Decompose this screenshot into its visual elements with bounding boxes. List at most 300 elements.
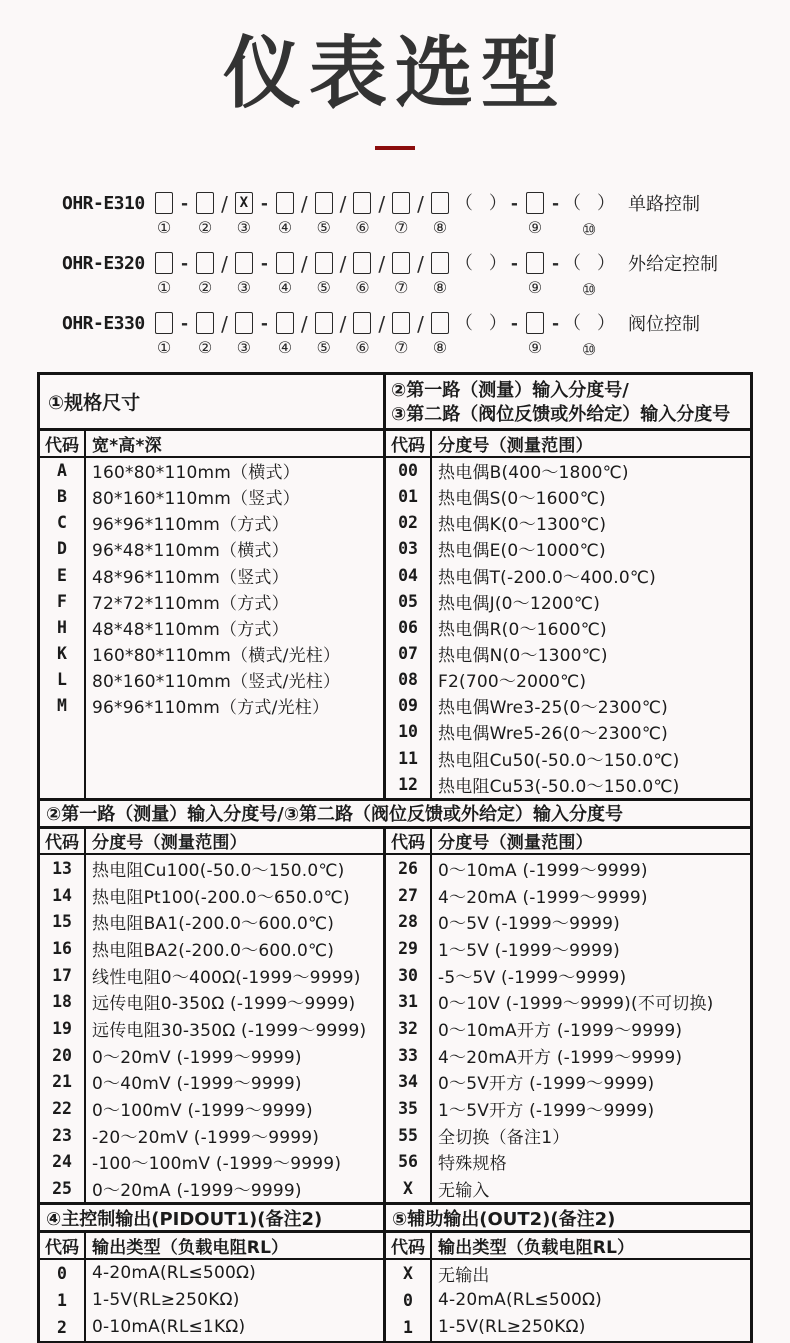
code-box — [392, 312, 410, 334]
main-output-header: ④主控制输出(PIDOUT1)(备注2) — [40, 1205, 386, 1230]
separator-slash: / — [378, 192, 386, 216]
row-desc: 1～5V开方 (-1999～9999) — [438, 1101, 655, 1122]
row-desc: 48*48*110mm（方式） — [92, 619, 289, 640]
row-code: K — [57, 644, 67, 664]
row-desc: -100～100mV (-1999～9999) — [92, 1154, 342, 1175]
row-desc: 热电偶N(0～1300℃) — [438, 646, 608, 667]
table-row — [386, 935, 750, 962]
separator-slash: / — [339, 312, 347, 336]
row-code: X — [403, 1263, 413, 1283]
slot-index-1: ① — [156, 218, 172, 237]
desc-col-header: 宽*高*深 — [92, 435, 162, 456]
column-divider — [84, 829, 86, 1203]
desc-col-header: 输出类型（负载电阻RL） — [92, 1237, 289, 1258]
separator-slash: / — [300, 192, 308, 216]
table-row — [386, 908, 750, 935]
slot-index-3: ③ — [236, 338, 251, 357]
table-row — [40, 1042, 383, 1069]
row-desc: 4～20mA开方 (-1999～9999) — [438, 1047, 683, 1068]
table-row — [386, 988, 750, 1015]
row-code: 05 — [398, 591, 418, 611]
table-row — [386, 855, 750, 882]
slot-index-4: ④ — [277, 278, 293, 297]
separator-dash: - — [510, 194, 518, 214]
row-code: 20 — [52, 1045, 72, 1065]
aux-output-table — [386, 1233, 750, 1341]
slot-index-6: ⑥ — [355, 338, 370, 357]
slot-index-9: ⑨ — [527, 338, 543, 357]
row-code: 16 — [52, 938, 72, 958]
paren-close: ） — [597, 313, 615, 334]
code-slot-7 — [389, 312, 413, 356]
code-box — [392, 252, 410, 274]
code-slot-7 — [389, 192, 413, 236]
row-desc: 热电偶Wre3-25(0～2300℃) — [438, 698, 668, 719]
row-desc: 热电阻Cu53(-50.0～150.0℃) — [438, 776, 680, 797]
table-row — [40, 693, 383, 719]
code-col-header: 代码 — [391, 435, 425, 456]
row-code: C — [57, 513, 67, 533]
table-row — [40, 1122, 383, 1149]
code-slot-1 — [152, 252, 176, 296]
separator-dash: - — [551, 194, 559, 214]
model-line — [62, 312, 790, 361]
table-row — [40, 458, 383, 484]
row-desc: 热电阻BA1(-200.0～600.0℃) — [92, 914, 335, 935]
row-code: 14 — [52, 885, 72, 905]
slot-index-5: ⑤ — [316, 218, 331, 237]
code-slot-9 — [523, 192, 547, 236]
code-box — [315, 312, 333, 334]
spec-size-table — [40, 431, 386, 798]
subheader-row — [40, 829, 383, 856]
column-divider — [430, 431, 432, 798]
code-slot-3 — [232, 192, 256, 236]
separator-slash: / — [417, 252, 424, 276]
table-row — [386, 1175, 750, 1202]
slot-index-1: ① — [156, 278, 172, 297]
paren-open: （ — [563, 313, 581, 334]
separator-slash: / — [339, 192, 347, 216]
row-code: 24 — [52, 1152, 72, 1172]
column-divider — [84, 431, 86, 798]
row-code: 06 — [398, 617, 418, 637]
code-slot-5 — [312, 192, 336, 236]
table-row — [386, 1069, 750, 1096]
table-row — [386, 882, 750, 909]
code-slot-2 — [193, 192, 217, 236]
row-desc: 0～5V (-1999～9999) — [438, 914, 620, 935]
slot-index-8: ⑧ — [432, 218, 448, 237]
slot-index-2: ② — [197, 278, 213, 297]
section3-body — [40, 1233, 750, 1341]
row-code: 13 — [52, 858, 72, 878]
section1-body — [40, 431, 750, 798]
table-row — [40, 1175, 383, 1202]
code-box — [431, 252, 449, 274]
separator-dash: - — [181, 314, 189, 334]
table-row — [40, 510, 383, 536]
control-type-label: 外给定控制 — [628, 254, 718, 275]
code-slot-4 — [273, 312, 297, 356]
row-desc: 全切换（备注1） — [438, 1127, 570, 1148]
row-desc: 0～20mA (-1999～9999) — [92, 1181, 302, 1202]
code-box — [353, 192, 371, 214]
table-row — [40, 588, 383, 614]
table-row — [386, 562, 750, 588]
table-row — [386, 510, 750, 536]
table-row — [40, 1260, 383, 1287]
graduation-table-13-25 — [40, 829, 386, 1203]
code-box — [392, 192, 410, 214]
slot-index-7: ⑦ — [393, 218, 409, 237]
input-graduation-header-line2: ③第二路（阀位反馈或外给定）输入分度号 — [391, 404, 731, 425]
row-code: L — [57, 670, 67, 690]
code-box — [196, 252, 214, 274]
control-type-label: 单路控制 — [628, 194, 700, 215]
code-box — [526, 192, 544, 214]
slot-index-8: ⑧ — [432, 278, 448, 297]
code-box — [155, 252, 173, 274]
slot-index-6: ⑥ — [355, 218, 370, 237]
section1-header — [40, 375, 750, 431]
graduation-rows-00-12 — [386, 458, 750, 798]
row-desc: 0～10V (-1999～9999)(不可切换) — [438, 994, 714, 1015]
table-row — [386, 1149, 750, 1176]
control-type-label: 阀位控制 — [628, 314, 700, 335]
table-row — [386, 693, 750, 719]
row-code: 29 — [398, 938, 418, 958]
graduation-rows-26-X — [386, 855, 750, 1202]
graduation-table-26-X — [386, 829, 750, 1203]
selection-table — [37, 372, 753, 1343]
code-slot-9 — [523, 252, 547, 296]
slot-index-7: ⑦ — [393, 338, 409, 357]
paren-close: ） — [597, 253, 615, 274]
slot-index-1: ① — [156, 338, 172, 357]
separator-dash: - — [510, 314, 518, 334]
row-code: 34 — [398, 1072, 418, 1092]
row-code: 08 — [398, 670, 418, 690]
row-code: 07 — [398, 644, 418, 664]
row-code: 0 — [403, 1290, 413, 1310]
row-code: 22 — [52, 1099, 72, 1119]
row-code: 30 — [398, 965, 418, 985]
slot-index-6: ⑥ — [355, 278, 370, 297]
main-output-table — [40, 1233, 386, 1341]
paren-close: ） — [488, 253, 507, 274]
code-col-header: 代码 — [45, 435, 79, 456]
table-row — [386, 1095, 750, 1122]
row-code: 12 — [398, 774, 418, 794]
separator-slash: / — [221, 192, 228, 216]
table-row — [386, 1122, 750, 1149]
table-row — [386, 588, 750, 614]
separator-dash: - — [181, 194, 189, 214]
code-slot-7 — [389, 252, 413, 296]
code-box — [276, 312, 294, 334]
row-desc: 0～5V开方 (-1999～9999) — [438, 1074, 655, 1095]
graduation-rows-13-25 — [40, 855, 383, 1202]
section3-header — [40, 1202, 750, 1233]
table-row — [40, 1287, 383, 1314]
row-desc: 特殊规格 — [438, 1154, 507, 1175]
row-code: 33 — [398, 1045, 418, 1065]
row-desc: -5～5V (-1999～9999) — [438, 967, 627, 988]
paren-group — [455, 252, 507, 276]
section2-body — [40, 829, 750, 1203]
slot-index-8: ⑧ — [432, 338, 448, 357]
row-code: D — [57, 539, 67, 559]
table-row — [40, 667, 383, 693]
row-desc: 热电偶E(0～1000℃) — [438, 541, 606, 562]
table-row — [386, 1042, 750, 1069]
table-row — [40, 614, 383, 640]
table-row — [40, 1149, 383, 1176]
code-box — [235, 252, 253, 274]
separator-dash: - — [260, 314, 268, 334]
page-title: 仪表选型 — [222, 29, 567, 119]
code-slot-6 — [350, 312, 374, 356]
row-desc: 热电偶B(400～1800℃) — [438, 463, 629, 484]
row-desc: 热电阻BA2(-200.0～600.0℃) — [92, 940, 335, 961]
row-desc: 0～10mA (-1999～9999) — [438, 860, 648, 881]
code-box — [526, 312, 544, 334]
code-box — [526, 252, 544, 274]
row-code: 17 — [52, 965, 72, 985]
row-code: B — [57, 487, 67, 507]
row-desc: 热电偶T(-200.0～400.0℃) — [438, 567, 657, 588]
code-box — [431, 312, 449, 334]
table-row — [40, 562, 383, 588]
code-box — [155, 312, 173, 334]
desc-col-header: 分度号（测量范围） — [438, 833, 593, 854]
table-row — [40, 484, 383, 510]
subheader-row — [40, 431, 383, 458]
row-code: 31 — [398, 992, 418, 1012]
row-desc: 1-5V(RL≥250KΩ) — [92, 1290, 240, 1311]
separator-slash: / — [417, 312, 424, 336]
row-code: 26 — [398, 858, 418, 878]
table-row — [386, 640, 750, 666]
separator-slash: / — [339, 252, 347, 276]
table-row — [386, 1314, 750, 1341]
row-desc: 热电偶R(0～1600℃) — [438, 619, 607, 640]
paren-close: ） — [488, 193, 507, 214]
table-row — [386, 719, 750, 745]
separator-slash: / — [378, 252, 386, 276]
table-row — [386, 1260, 750, 1287]
code-slot-3 — [232, 312, 256, 356]
table-row — [386, 458, 750, 484]
code-slot-1 — [152, 312, 176, 356]
paren-group — [563, 192, 615, 238]
row-code: A — [57, 461, 67, 481]
row-desc: 72*72*110mm（方式） — [92, 593, 289, 614]
code-box — [431, 192, 449, 214]
code-col-header: 代码 — [45, 833, 79, 854]
row-desc: -20～20mV (-1999～9999) — [92, 1127, 320, 1148]
row-desc: 热电阻Cu50(-50.0～150.0℃) — [438, 750, 680, 771]
row-desc: 80*160*110mm（竖式） — [92, 489, 300, 510]
section2-header: ②第一路（测量）输入分度号/③第二路（阀位反馈或外给定）输入分度号 — [40, 798, 750, 829]
row-code: 0 — [57, 1263, 67, 1283]
row-desc: 远传电阻30-350Ω (-1999～9999) — [92, 1020, 367, 1041]
row-code: 35 — [398, 1099, 418, 1119]
input-graduation-header — [386, 375, 750, 428]
table-row — [40, 908, 383, 935]
row-code: 28 — [398, 912, 418, 932]
code-slot-4 — [273, 252, 297, 296]
main-output-rows — [40, 1260, 383, 1341]
subheader-row — [386, 829, 750, 856]
row-desc: 热电阻Cu100(-50.0～150.0℃) — [92, 860, 345, 881]
separator-slash: / — [221, 312, 228, 336]
table-row — [40, 1069, 383, 1096]
row-desc: 96*48*110mm（横式） — [92, 541, 289, 562]
row-desc: 线性电阻0～400Ω(-1999～9999) — [92, 967, 361, 988]
subheader-row — [386, 1233, 750, 1260]
model-number: OHR-E310 — [62, 193, 145, 214]
row-code: 27 — [398, 885, 418, 905]
row-code: 1 — [57, 1290, 67, 1310]
code-slot-4 — [273, 192, 297, 236]
paren-group — [455, 192, 507, 216]
code-slot-2 — [193, 252, 217, 296]
paren-group — [455, 312, 507, 336]
table-row — [386, 667, 750, 693]
separator-dash: - — [551, 254, 559, 274]
row-code: 1 — [403, 1317, 413, 1337]
separator-dash: - — [510, 254, 518, 274]
row-code: 11 — [398, 748, 418, 768]
model-number: OHR-E330 — [62, 313, 145, 334]
table-row — [386, 1287, 750, 1314]
row-code: 56 — [398, 1152, 418, 1172]
slot-index-4: ④ — [277, 338, 293, 357]
code-box — [276, 192, 294, 214]
row-code: 21 — [52, 1072, 72, 1092]
row-desc: 96*96*110mm（方式/光柱） — [92, 698, 330, 719]
row-desc: 0～10mA开方 (-1999～9999) — [438, 1020, 683, 1041]
row-code: 03 — [398, 539, 418, 559]
slot-index-10: ⑩ — [581, 220, 597, 239]
separator-dash: - — [260, 254, 268, 274]
table-row — [40, 988, 383, 1015]
column-divider — [430, 1233, 432, 1341]
code-box — [196, 192, 214, 214]
table-row — [386, 962, 750, 989]
desc-col-header: 分度号（测量范围） — [438, 435, 593, 456]
title-underline-decoration — [375, 146, 415, 150]
slot-index-2: ② — [197, 218, 213, 237]
row-desc: 0～100mV (-1999～9999) — [92, 1101, 313, 1122]
code-box — [315, 192, 333, 214]
row-desc: 热电偶K(0～1300℃) — [438, 515, 607, 536]
table-row — [40, 536, 383, 562]
model-code-legend — [62, 192, 790, 361]
paren-open: （ — [563, 193, 581, 214]
row-desc: 0～20mV (-1999～9999) — [92, 1047, 302, 1068]
paren-group — [563, 252, 615, 298]
code-box: X — [235, 192, 253, 214]
model-number: OHR-E320 — [62, 253, 145, 274]
paren-close: ） — [488, 313, 507, 334]
row-code: 00 — [398, 461, 418, 481]
table-row — [40, 1015, 383, 1042]
row-desc: 热电偶S(0～1600℃) — [438, 489, 606, 510]
table-row — [386, 484, 750, 510]
paren-open: （ — [563, 253, 581, 274]
separator-slash: / — [221, 252, 228, 276]
table-row — [386, 745, 750, 771]
row-desc: 0～40mV (-1999～9999) — [92, 1074, 302, 1095]
separator-slash: / — [300, 252, 308, 276]
row-code: X — [403, 1179, 413, 1199]
table-row — [40, 855, 383, 882]
row-code: 55 — [398, 1125, 418, 1145]
row-desc: F2(700～2000℃) — [438, 672, 587, 693]
code-slot-8 — [428, 252, 452, 296]
row-desc: 热电阻Pt100(-200.0～650.0℃) — [92, 887, 350, 908]
table-row — [40, 1095, 383, 1122]
table-row — [386, 614, 750, 640]
paren-group — [563, 312, 615, 358]
slot-index-3: ③ — [236, 218, 251, 237]
graduation-table-00-12 — [386, 431, 750, 798]
row-desc: 160*80*110mm（横式/光柱） — [92, 646, 341, 667]
row-desc: 4-20mA(RL≤500Ω) — [438, 1290, 603, 1311]
input-graduation-header-line1: ②第一路（测量）输入分度号/ — [391, 380, 629, 401]
table-row — [386, 536, 750, 562]
separator-slash: / — [300, 312, 308, 336]
spec-size-rows — [40, 458, 383, 719]
code-slot-8 — [428, 192, 452, 236]
row-code: 23 — [52, 1125, 72, 1145]
row-code: 19 — [52, 1018, 72, 1038]
row-code: 32 — [398, 1018, 418, 1038]
code-box — [155, 192, 173, 214]
row-code: 04 — [398, 565, 418, 585]
code-col-header: 代码 — [45, 1237, 79, 1258]
slot-index-7: ⑦ — [393, 278, 409, 297]
code-slot-8 — [428, 312, 452, 356]
row-desc: 1～5V (-1999～9999) — [438, 940, 620, 961]
row-desc: 4-20mA(RL≤500Ω) — [92, 1263, 257, 1284]
row-desc: 热电偶J(0～1200℃) — [438, 593, 601, 614]
table-row — [386, 771, 750, 797]
table-row — [40, 640, 383, 666]
row-desc: 远传电阻0-350Ω (-1999～9999) — [92, 994, 356, 1015]
row-code: E — [57, 565, 67, 585]
spec-size-header: ①规格尺寸 — [40, 375, 386, 428]
row-desc: 4～20mA (-1999～9999) — [438, 887, 648, 908]
row-code: 09 — [398, 696, 418, 716]
row-desc: 160*80*110mm（横式） — [92, 463, 300, 484]
row-code: F — [57, 591, 67, 611]
row-code: 02 — [398, 513, 418, 533]
slot-index-9: ⑨ — [527, 218, 543, 237]
code-slot-5 — [312, 312, 336, 356]
separator-slash: / — [417, 192, 424, 216]
row-desc: 96*96*110mm（方式） — [92, 515, 289, 536]
column-divider — [430, 829, 432, 1203]
row-desc: 80*160*110mm（竖式/光柱） — [92, 672, 341, 693]
code-slot-1 — [152, 192, 176, 236]
model-line — [62, 192, 790, 241]
row-desc: 1-5V(RL≥250KΩ) — [438, 1317, 586, 1338]
slot-index-9: ⑨ — [527, 278, 543, 297]
